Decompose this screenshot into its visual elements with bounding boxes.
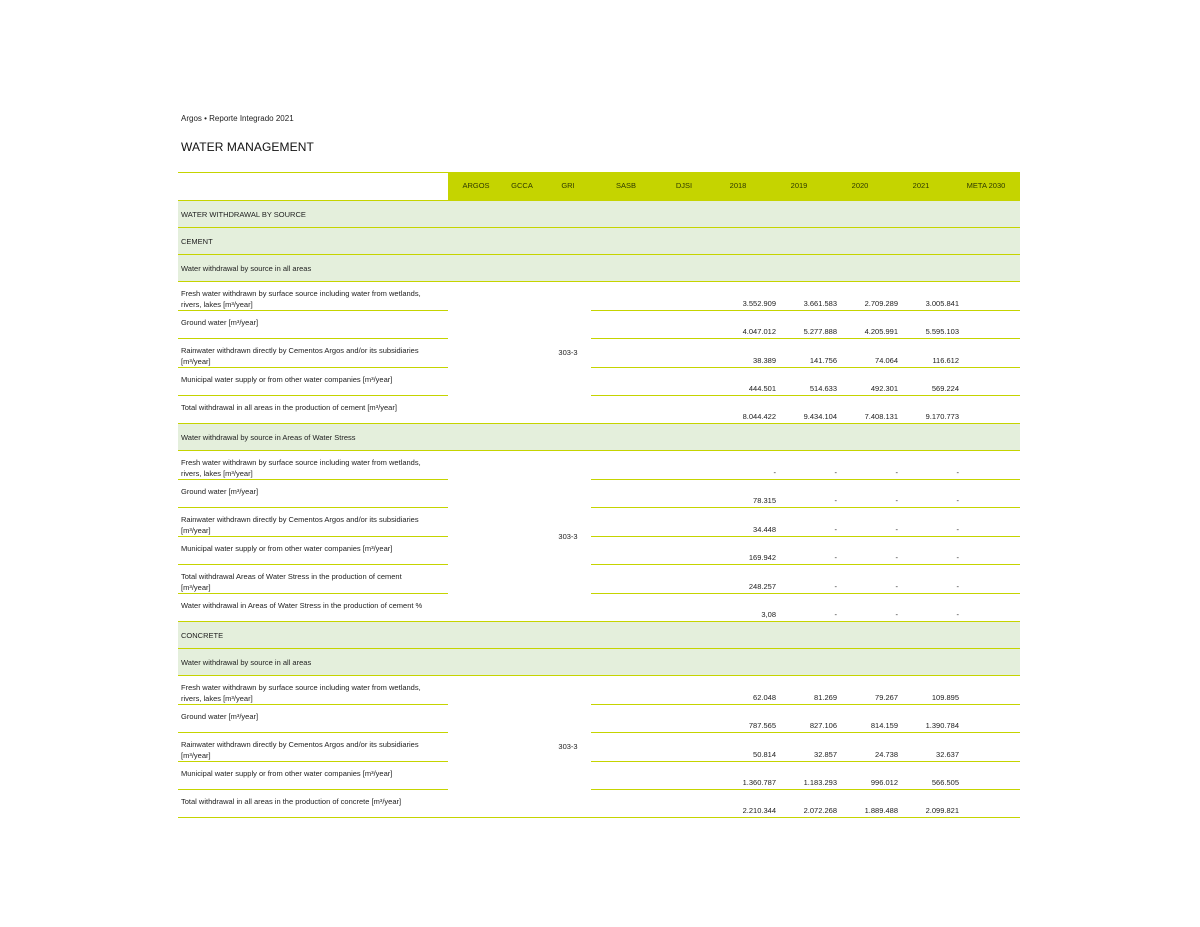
row-label-line-2: [m³/year] bbox=[181, 583, 211, 592]
row-label-line-2: [m³/year] bbox=[181, 751, 211, 760]
value-cell-2021: 109.895 bbox=[931, 693, 959, 702]
value-cell-2019: 32.857 bbox=[814, 750, 837, 759]
value-cell-2018: 787.565 bbox=[748, 721, 776, 730]
table-row bbox=[178, 762, 1020, 790]
gri-code-cell: 303-3 bbox=[558, 742, 578, 751]
value-cell-2020: - bbox=[895, 610, 898, 619]
column-header-2020: 2020 bbox=[851, 181, 869, 190]
row-label-line-1: Municipal water supply or from other water companies [m³/year] bbox=[181, 375, 393, 384]
value-cell-2018: 3.552.909 bbox=[742, 299, 776, 308]
value-cell-2020: - bbox=[895, 496, 898, 505]
column-header-argos: ARGOS bbox=[462, 181, 490, 190]
value-cell-2019: - bbox=[834, 496, 837, 505]
row-label bbox=[181, 317, 456, 328]
table-row bbox=[178, 480, 1020, 508]
value-cell-2018: 444.501 bbox=[748, 384, 776, 393]
value-cell-2021: - bbox=[956, 496, 959, 505]
value-cell-2021: 32.637 bbox=[936, 750, 959, 759]
value-cell-2021: 1.390.784 bbox=[925, 721, 959, 730]
row-label bbox=[181, 402, 456, 413]
row-label-line-1: Rainwater withdrawn directly by Cementos Argos and/or its subsidiaries bbox=[181, 346, 419, 355]
value-cell-2018: 62.048 bbox=[753, 693, 776, 702]
cement-all-areas-group bbox=[178, 282, 1020, 424]
value-cell-2021: - bbox=[956, 610, 959, 619]
value-cell-2021: - bbox=[956, 553, 959, 562]
table-row bbox=[178, 368, 1020, 396]
value-cell-2018: 34.448 bbox=[753, 525, 776, 534]
value-cell-2018: 8.044.422 bbox=[742, 412, 776, 421]
cement-water-stress-group bbox=[178, 451, 1020, 622]
value-cell-2018: 38.389 bbox=[753, 356, 776, 365]
row-label-line-1: Fresh water withdrawn by surface source including water from wetlands, bbox=[181, 683, 421, 692]
gri-code-cell: 303-3 bbox=[558, 531, 578, 541]
column-header-meta-2030: META 2030 bbox=[966, 181, 1006, 190]
value-cell-2020: 4.205.991 bbox=[864, 327, 898, 336]
row-label bbox=[181, 288, 456, 310]
value-cell-2019: 5.277.888 bbox=[803, 327, 837, 336]
value-cell-2021: - bbox=[956, 525, 959, 534]
value-cell-2018: 2.210.344 bbox=[742, 806, 776, 815]
gri-code-cell: 303-3 bbox=[558, 348, 578, 357]
row-label-line-1: Rainwater withdrawn directly by Cementos Argos and/or its subsidiaries bbox=[181, 740, 419, 749]
row-label bbox=[181, 571, 456, 593]
value-cell-2019: - bbox=[834, 553, 837, 562]
table-row bbox=[178, 537, 1020, 565]
value-cell-2019: 81.269 bbox=[814, 693, 837, 702]
value-cell-2020: 24.738 bbox=[875, 750, 898, 759]
column-header-2021: 2021 bbox=[912, 181, 930, 190]
value-cell-2020: 74.064 bbox=[875, 356, 898, 365]
value-cell-2018: 4.047.012 bbox=[742, 327, 776, 336]
row-label-line-2: [m³/year] bbox=[181, 357, 211, 366]
value-cell-2020: - bbox=[895, 468, 898, 477]
row-label-line-1: Total withdrawal Areas of Water Stress in the production of cement bbox=[181, 572, 402, 581]
value-cell-2018: 3,08 bbox=[761, 610, 776, 619]
row-label-line-2: [m³/year] bbox=[181, 526, 211, 535]
table-header-row bbox=[178, 172, 1020, 201]
value-cell-2021: - bbox=[956, 582, 959, 591]
row-label-line-2: rivers, lakes [m³/year] bbox=[181, 694, 253, 703]
value-cell-2019: 1.183.293 bbox=[803, 778, 837, 787]
table-row bbox=[178, 508, 1020, 537]
value-cell-2020: - bbox=[895, 525, 898, 534]
value-cell-2018: - bbox=[773, 468, 776, 477]
row-label-line-1: Rainwater withdrawn directly by Cementos Argos and/or its subsidiaries bbox=[181, 515, 419, 524]
row-label bbox=[181, 739, 456, 761]
value-cell-2019: 3.661.583 bbox=[803, 299, 837, 308]
row-label bbox=[181, 796, 456, 807]
water-management-table bbox=[178, 172, 1020, 818]
table-row bbox=[178, 311, 1020, 339]
column-header-sasb: SASB bbox=[615, 181, 636, 190]
value-cell-2019: 9.434.104 bbox=[803, 412, 837, 421]
value-cell-2019: 2.072.268 bbox=[803, 806, 837, 815]
row-label bbox=[181, 514, 456, 536]
value-cell-2019: - bbox=[834, 610, 837, 619]
row-label-line-1: Ground water [m³/year] bbox=[181, 487, 259, 496]
row-label-line-1: Fresh water withdrawn by surface source including water from wetlands, bbox=[181, 458, 421, 467]
section-concrete: CONCRETE bbox=[178, 622, 1020, 649]
table-row bbox=[178, 451, 1020, 480]
value-cell-2021: 566.505 bbox=[931, 778, 959, 787]
value-cell-2020: 814.159 bbox=[870, 721, 898, 730]
value-cell-2021: 2.099.821 bbox=[925, 806, 959, 815]
value-cell-2019: - bbox=[834, 582, 837, 591]
value-cell-2020: 492.301 bbox=[870, 384, 898, 393]
value-cell-2019: - bbox=[834, 468, 837, 477]
column-header-2019: 2019 bbox=[790, 181, 808, 190]
table-row bbox=[178, 565, 1020, 594]
value-cell-2021: 5.595.103 bbox=[925, 327, 959, 336]
row-label-line-1: Total withdrawal in all areas in the production of concrete [m³/year] bbox=[181, 797, 402, 806]
row-label-line-2: rivers, lakes [m³/year] bbox=[181, 300, 253, 309]
value-cell-2018: 50.814 bbox=[753, 750, 776, 759]
column-header-gri: GRI bbox=[561, 181, 575, 190]
row-label bbox=[181, 374, 456, 385]
header-blank-cell bbox=[178, 172, 448, 200]
row-label bbox=[181, 711, 456, 722]
value-cell-2020: 1.889.488 bbox=[864, 806, 898, 815]
table-row bbox=[178, 282, 1020, 311]
row-label bbox=[181, 345, 456, 367]
row-label-line-1: Total withdrawal in all areas in the production of cement [m³/year] bbox=[181, 403, 397, 412]
value-cell-2020: 79.267 bbox=[875, 693, 898, 702]
row-label-line-1: Fresh water withdrawn by surface source including water from wetlands, bbox=[181, 289, 421, 298]
value-cell-2018: 1.360.787 bbox=[742, 778, 776, 787]
value-cell-2018: 169.942 bbox=[748, 553, 776, 562]
row-label-line-1: Ground water [m³/year] bbox=[181, 712, 259, 721]
value-cell-2019: 141.756 bbox=[809, 356, 837, 365]
value-cell-2021: 116.612 bbox=[932, 356, 959, 365]
value-cell-2019: 514.633 bbox=[809, 384, 837, 393]
row-label-line-1: Ground water [m³/year] bbox=[181, 318, 259, 327]
column-header-djsi: DJSI bbox=[675, 181, 693, 190]
section-cement: CEMENT bbox=[178, 228, 1020, 255]
row-label-line-2: rivers, lakes [m³/year] bbox=[181, 469, 253, 478]
table-row bbox=[178, 594, 1020, 622]
value-cell-2020: 7.408.131 bbox=[864, 412, 898, 421]
row-label bbox=[181, 768, 456, 779]
value-cell-2021: 569.224 bbox=[931, 384, 959, 393]
table-row bbox=[178, 396, 1020, 424]
row-label-line-1: Municipal water supply or from other water companies [m³/year] bbox=[181, 544, 393, 553]
table-row bbox=[178, 790, 1020, 818]
concrete-all-areas-group bbox=[178, 676, 1020, 818]
value-cell-2020: 2.709.289 bbox=[864, 299, 898, 308]
table-row bbox=[178, 339, 1020, 368]
value-cell-2020: 996.012 bbox=[870, 778, 898, 787]
page-title: WATER MANAGEMENT bbox=[181, 140, 314, 154]
value-cell-2021: - bbox=[956, 468, 959, 477]
value-cell-2019: 827.106 bbox=[809, 721, 837, 730]
column-header-gcca: GCCA bbox=[511, 181, 533, 190]
section-concrete-all-areas: Water withdrawal by source in all areas bbox=[178, 649, 1020, 676]
row-label bbox=[181, 543, 456, 554]
row-label bbox=[181, 457, 456, 479]
table-row bbox=[178, 733, 1020, 762]
row-label bbox=[181, 600, 456, 611]
value-cell-2021: 9.170.773 bbox=[925, 412, 959, 421]
document-header: Argos • Reporte Integrado 2021 bbox=[181, 114, 294, 123]
table-row bbox=[178, 705, 1020, 733]
section-cement-water-stress: Water withdrawal by source in Areas of Water Stress bbox=[178, 424, 1020, 451]
value-cell-2018: 248.257 bbox=[748, 582, 776, 591]
row-label-line-1: Water withdrawal in Areas of Water Stress in the production of cement % bbox=[181, 601, 423, 610]
value-cell-2019: - bbox=[834, 525, 837, 534]
section-cement-all-areas: Water withdrawal by source in all areas bbox=[178, 255, 1020, 282]
column-header-2018: 2018 bbox=[729, 181, 747, 190]
row-label bbox=[181, 486, 456, 497]
table-row bbox=[178, 676, 1020, 705]
value-cell-2020: - bbox=[895, 553, 898, 562]
value-cell-2018: 78.315 bbox=[753, 496, 776, 505]
section-water-withdrawal-by-source: WATER WITHDRAWAL BY SOURCE bbox=[178, 201, 1020, 228]
value-cell-2020: - bbox=[895, 582, 898, 591]
value-cell-2021: 3.005.841 bbox=[925, 299, 959, 308]
row-label-line-1: Municipal water supply or from other water companies [m³/year] bbox=[181, 769, 393, 778]
row-label bbox=[181, 682, 456, 704]
